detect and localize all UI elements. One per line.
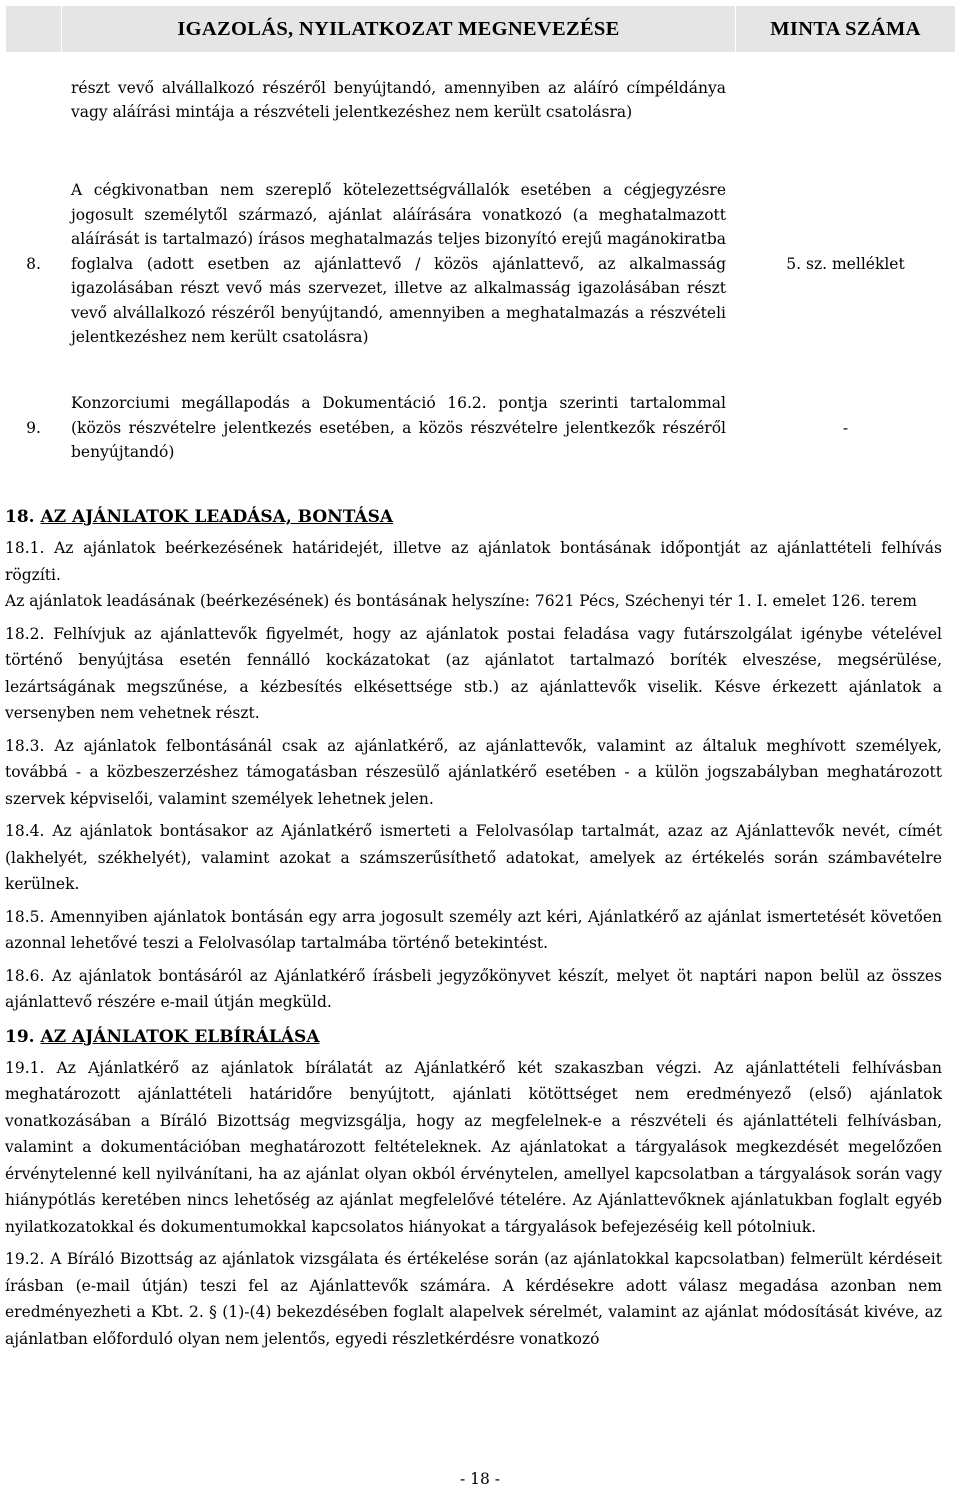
table-header-name: IGAZOLÁS, NYILATKOZAT MEGNEVEZÉSE	[62, 6, 736, 53]
row-number	[6, 53, 62, 148]
paragraph: 18.2. Felhívjuk az ajánlattevők figyelmét, hogy az ajánlatok postai feladása vagy futárszolgálat igénybe vételével történő benyújtása esetén fennálló kockázatokat (az ajánlatot tartalmazó boríték elveszése, megsérülése, lezártságának megszűnése, a kézbesítés elkésettsége stb.) az ajánlattevők viselik. Késve érkezett ajánlatok a versenyben nem vehetnek részt.	[5, 624, 942, 722]
row-description: A cégkivonatban nem szereplő kötelezettségvállalók esetében a cégjegyzésre jogosult személytől származó, ajánlat aláírására vonatkozó (a meghatalmazott aláírását is tartalmazó) írásos meghatalmazás teljes bizonyító erejű magánokiratba foglalva (adott esetben az ajánlattevő / közös ajánlattevő, az alkalmasság igazolásában részt vevő más szervezet, illetve az alkalmasság igazolásában részt vevő alvállalkozó részéről benyújtandó, amennyiben a meghatalmazás a részvételi jelentkezéshez nem került csatolásra)	[62, 148, 736, 381]
row-description: részt vevő alvállalkozó részéről benyújtandó, amennyiben az aláíró címpéldánya vagy aláírási mintája a részvételi jelentkezéshez nem került csatolásra)	[62, 53, 736, 148]
row-sample-ref: 5. sz. melléklet	[736, 148, 956, 381]
paragraph: 19.2. A Bíráló Bizottság az ajánlatok vizsgálata és értékelése során (az ajánlatokkal kapcsolatban) felmerült kérdéseit írásban (e-mail útján) teszi fel az Ajánlattevők számára. A kérdésekre adott válasz megadása azonban nem eredményezheti a Kbt. 2. § (1)-(4) bekezdésében foglalt alapelvek sérelmét, valamint az ajánlat módosítását kivéve, az ajánlatban előforduló olyan nem jelentős, egyedi részletkérdésre vonatkozó	[5, 1250, 942, 1348]
section-number: 19.	[5, 1026, 35, 1047]
table-header-sample: MINTA SZÁMA	[736, 6, 956, 53]
table-row	[6, 148, 956, 381]
paragraph: 18.3. Az ajánlatok felbontásánál csak az ajánlatkérő, az ajánlattevők, valamint az általuk meghívott személyek, továbbá - a közbeszerzéshez támogatásban részesülő ajánlatkérő esetében - a külön jogszabályban meghatározott szervek képviselői, valamint személyek lehetnek jelen.	[5, 736, 942, 808]
table-row	[6, 53, 956, 148]
row-number: 9.	[6, 381, 62, 476]
paragraph: 18.4. Az ajánlatok bontásakor az Ajánlatkérő ismerteti a Felolvasólap tartalmát, azaz az Ajánlattevők nevét, címét (lakhelyét, székhelyét), valamint azokat a számszerűsíthető adatokat, amelyek az értékelés során számbavételre kerülnek.	[5, 822, 942, 893]
paragraph: 18.6. Az ajánlatok bontásáról az Ajánlatkérő írásbeli jegyzőkönyvet készít, melyet öt naptári napon belül az összes ajánlattevő részére e-mail útján megküld.	[5, 966, 942, 1011]
section-title: AZ AJÁNLATOK ELBÍRÁLÁSA	[40, 1026, 320, 1047]
section-18-heading	[5, 504, 942, 530]
row-sample-ref	[736, 53, 956, 148]
document-body	[5, 496, 942, 1358]
paragraph: 19.1. Az Ajánlatkérő az ajánlatok bírálatát az Ajánlatkérő két szakaszban végzi. Az ajánlattételi felhívásban meghatározott ajánlattételi határidőre benyújtott, ajánlati kötöttséget nem eredményező (első) ajánlatok vonatkozásában a Bíráló Bizottság megvizsgálja, hogy az megfelelnek-e a részvételi és ajánlattételi felhívásban, valamint a dokumentációban meghatározott feltételeknek. Az ajánlatokat a tárgyalások megkezdését megelőzően érvénytelenné kell nyilvánítani, ha az ajánlat olyan okból érvénytelen, amellyel kapcsolatban a tárgyalások során vagy hiánypótlás keretében nincs lehetőség az ajánlat megfelelővé tételére. Az Ajánlattevőknek ajánlatukban foglalt egyéb nyilatkozatokkal és dokumentumokkal kapcsolatos hiányokat a tárgyalások befejezéséig kell pótolniuk.	[5, 1058, 942, 1236]
paragraph: Az ajánlatok leadásának (beérkezésének) és bontásának helyszíne: 7621 Pécs, Széchenyi tér 1. I. emelet 126. terem	[5, 592, 918, 610]
paragraph: 18.1. Az ajánlatok beérkezésének határidejét, illetve az ajánlatok bontásának időpontját az ajánlattételi felhívás rögzíti.	[5, 539, 942, 584]
table-header-spacer	[6, 6, 62, 53]
section-title: AZ AJÁNLATOK LEADÁSA, BONTÁSA	[40, 507, 394, 527]
section-19-heading	[5, 1024, 942, 1050]
paragraph: 18.5. Amennyiben ajánlatok bontásán egy arra jogosult személy azt kéri, Ajánlatkérő az ajánlat ismertetését követően azonnal lehetővé teszi a Felolvasólap tartalmába történő betekintést.	[5, 907, 942, 952]
page-number: - 18 -	[459, 1470, 501, 1488]
row-number: 8.	[6, 148, 62, 381]
section-number: 18.	[5, 507, 35, 527]
table-header-row	[6, 6, 956, 53]
requirements-table	[5, 5, 956, 476]
table-row	[6, 381, 956, 476]
row-description: Konzorciumi megállapodás a Dokumentáció 16.2. pontja szerinti tartalommal (közös részvételre jelentkezés esetében, a közös részvételre jelentkezők részéről benyújtandó)	[62, 381, 736, 476]
row-sample-ref: -	[736, 381, 956, 476]
